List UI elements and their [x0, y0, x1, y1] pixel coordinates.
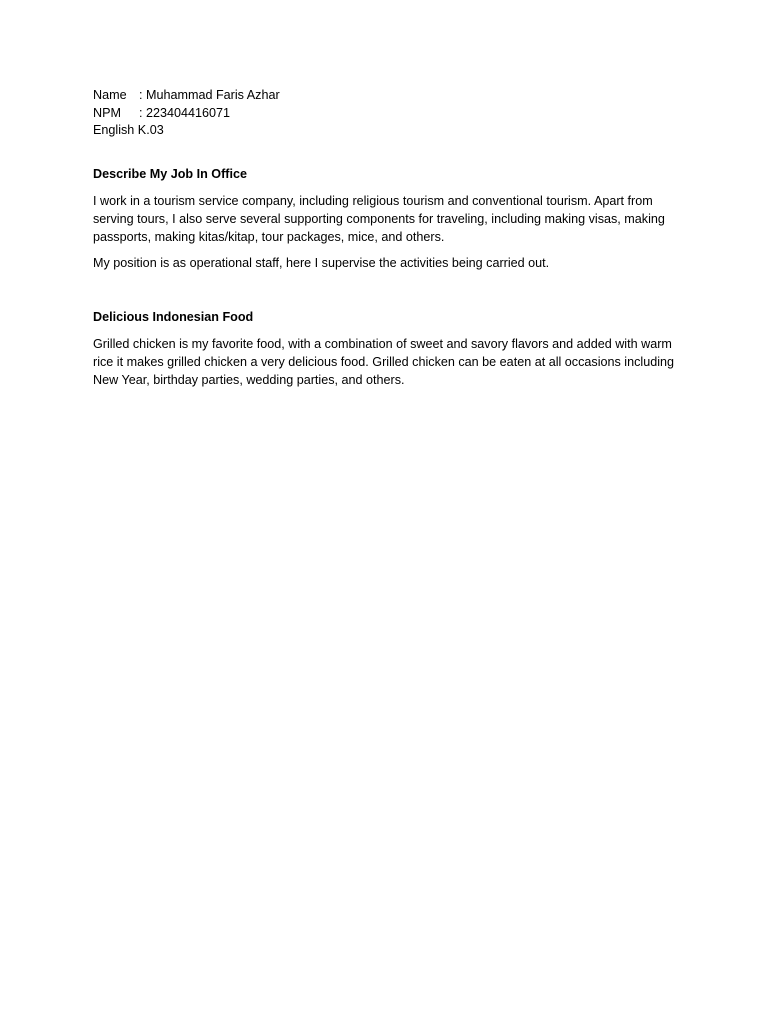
document-content — [93, 87, 683, 389]
job-paragraph-2: My position is as operational staff, here I supervise the activities being carried out. — [93, 256, 550, 271]
name-row — [93, 87, 683, 105]
npm-row — [93, 105, 683, 123]
npm-label: NPM — [93, 105, 121, 120]
job-section-heading: Describe My Job In Office — [93, 166, 247, 181]
class-line: English K.03 — [93, 123, 164, 138]
food-section-heading: Delicious Indonesian Food — [93, 309, 254, 324]
job-paragraph-1: I work in a tourism service company, including religious tourism and conventional tourism. Apart from serving tours, I also serve several supporting components for traveling, including making visas, making passports, making kitas/kitap, tour packages, mice, and others. — [93, 194, 665, 244]
food-paragraph-1: Grilled chicken is my favorite food, with a combination of sweet and savory flavors and added with warm rice it makes grilled chicken a very delicious food. Grilled chicken can be eaten at all occasions including New Year, birthday parties, wedding parties, and others. — [93, 337, 675, 387]
name-label: Name — [93, 88, 127, 102]
name-value: : Muhammad Faris Azhar — [139, 88, 280, 102]
npm-value: : 223404416071 — [139, 105, 231, 120]
